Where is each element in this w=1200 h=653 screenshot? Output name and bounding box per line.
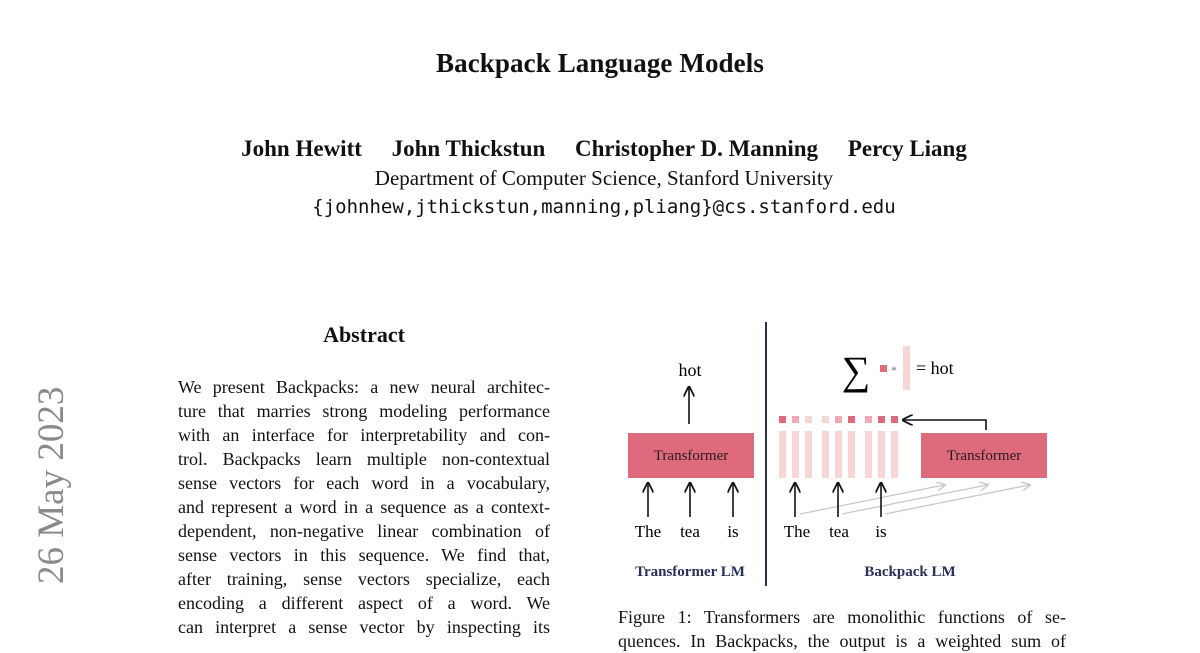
abstract-line: trol. Backpacks learn multiple non-contextual — [178, 449, 550, 469]
author-3: Christopher D. Manning — [575, 136, 819, 161]
weight-square — [835, 416, 842, 423]
weight-square — [865, 416, 872, 423]
sum-symbol: ∑ — [841, 348, 871, 393]
weight-square — [792, 416, 799, 423]
abstract-line: encoding a different aspect of a word. We — [178, 593, 550, 613]
backpack-transformer-label: Transformer — [946, 448, 1022, 464]
author-1: John Hewitt — [241, 136, 362, 161]
sense-vector — [878, 431, 885, 478]
weight-square — [878, 416, 885, 423]
weight-square — [805, 416, 812, 423]
weight-arrow — [904, 420, 986, 430]
author-4: Percy Liang — [847, 136, 967, 161]
weight-square — [891, 416, 898, 423]
sense-vector — [835, 431, 842, 478]
times-symbol: * — [891, 363, 897, 377]
input-token: tea — [829, 522, 849, 541]
transformer-block-label: Transformer — [653, 448, 729, 464]
input-token: tea — [680, 522, 700, 541]
input-token: The — [634, 522, 662, 541]
sense-vector — [891, 431, 898, 478]
weight-square — [822, 416, 829, 423]
abstract-line: ture that marries strong modeling performance — [178, 401, 550, 421]
abstract-line: and represent a word in a sequence as a context- — [178, 497, 550, 517]
context-arrow — [800, 485, 944, 514]
author-emails: {johnhew,jthickstun,manning,pliang}@cs.stanford.edu — [312, 196, 896, 218]
sum-result: = hot — [916, 358, 954, 378]
context-arrow — [842, 485, 987, 514]
sense-vector — [822, 431, 829, 478]
input-token: The — [783, 522, 811, 541]
arxiv-date-stamp: 26 May 2023 — [31, 386, 72, 584]
input-token: is — [727, 522, 739, 541]
transformer-lm-label: Transformer LM — [635, 564, 745, 580]
abstract-line: sense vectors for each word in a vocabulary, — [178, 473, 550, 493]
sense-vector — [805, 431, 812, 478]
abstract-line: can interpret a sense vector by inspecting its — [178, 617, 550, 637]
context-arrow — [885, 485, 1029, 514]
abstract-heading: Abstract — [323, 322, 405, 347]
abstract-line: We present Backpacks: a new neural architec- — [178, 377, 550, 397]
weight-square — [779, 416, 786, 423]
backpack-lm-label: Backpack LM — [864, 564, 956, 580]
caption-line: quences. In Backpacks, the output is a weighted sum of — [618, 631, 1066, 651]
sense-vector — [848, 431, 855, 478]
sense-vector — [792, 431, 799, 478]
sense-vector — [779, 431, 786, 478]
figure-1-diagram — [618, 318, 1066, 594]
caption-line: Figure 1: Transformers are monolithic functions of se- — [618, 607, 1066, 627]
paper-title: Backpack Language Models — [436, 48, 764, 78]
input-token: is — [875, 522, 887, 541]
transformer-output-word: hot — [678, 360, 702, 380]
abstract-line: sense vectors in this sequence. We find that, — [178, 545, 550, 565]
weight-square — [848, 416, 855, 423]
abstract-line: with an interface for interpretability and con- — [178, 425, 550, 445]
weight-square — [880, 365, 887, 372]
sense-vector-sample — [903, 346, 910, 390]
author-2: John Thickstun — [391, 136, 546, 161]
abstract-line: after training, sense vectors specialize, each — [178, 569, 550, 589]
abstract-line: dependent, non-negative linear combination of — [178, 521, 550, 541]
author-list — [0, 136, 1200, 162]
affiliation: Department of Computer Science, Stanford University — [374, 166, 834, 190]
sense-vector — [865, 431, 872, 478]
